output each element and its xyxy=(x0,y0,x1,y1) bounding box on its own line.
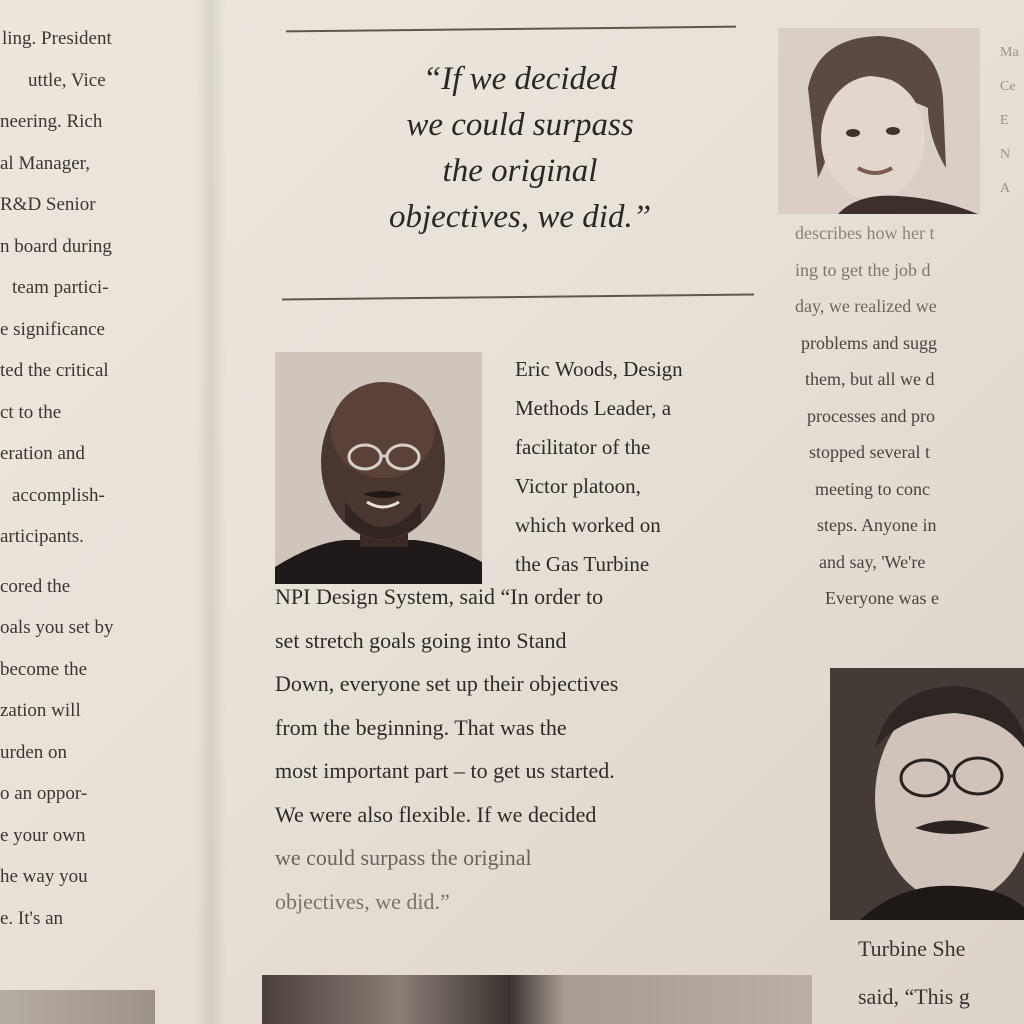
pull-quote-line: the original xyxy=(442,153,598,189)
left-column-line: ling. President xyxy=(2,28,112,49)
portrait-woman xyxy=(778,28,980,214)
pull-quote-line: objectives, we did.” xyxy=(388,199,652,235)
left-column-line: articipants. xyxy=(0,526,84,547)
body-line: most important part – to get us started. xyxy=(275,758,615,783)
pull-quote-line: we could surpass xyxy=(406,107,634,143)
portrait-eric-woods xyxy=(275,352,482,584)
right-column-line: steps. Anyone in xyxy=(817,515,937,535)
left-column-line: oals you set by xyxy=(0,617,114,638)
left-column-line: o an oppor- xyxy=(0,783,88,804)
body-quote-text xyxy=(275,575,815,923)
caption-eric-woods xyxy=(515,350,775,584)
right-column-line: Everyone was e xyxy=(825,588,939,608)
left-column-line: ct to the xyxy=(0,401,62,423)
right-bottom-line: said, “This g xyxy=(858,984,970,1009)
portrait-man-glasses xyxy=(830,668,1024,920)
left-column-line: ted the critical xyxy=(0,360,109,381)
right-column-line: problems and sugg xyxy=(801,332,937,353)
caption-line: facilitator of the xyxy=(515,435,651,459)
right-column-line: meeting to conc xyxy=(815,478,930,499)
far-right-line: Ce xyxy=(1000,79,1016,94)
right-column-text xyxy=(795,215,1024,617)
body-line: objectives, we did.” xyxy=(275,888,450,914)
body-line: set stretch goals going into Stand xyxy=(275,627,567,653)
body-line: we could surpass the original xyxy=(275,845,532,870)
bottom-photo-partial xyxy=(262,975,812,1024)
caption-line: Eric Woods, Design xyxy=(515,357,683,381)
left-column-line: e significance xyxy=(0,318,105,340)
left-column-line: e your own xyxy=(0,824,86,846)
left-column-line: become the xyxy=(0,658,88,680)
right-column-line: stopped several t xyxy=(809,442,930,462)
paragraph-gap xyxy=(0,558,190,566)
left-column-line: e. It's an xyxy=(0,907,64,929)
body-line: We were also flexible. If we decided xyxy=(275,801,597,827)
right-column-line: and say, 'We're xyxy=(819,551,926,572)
far-right-line: Ma xyxy=(1000,45,1019,60)
right-bottom-line: Turbine She xyxy=(858,936,966,961)
right-column-line: processes and pro xyxy=(807,405,935,426)
far-right-line: N xyxy=(1000,147,1011,162)
left-column-line: accomplish- xyxy=(12,484,105,506)
left-column-line: zation will xyxy=(0,700,81,721)
left-column-line: R&D Senior xyxy=(0,194,96,215)
pull-quote-line: “If we decided xyxy=(422,61,618,97)
caption-line: Victor platoon, xyxy=(515,474,641,498)
left-column-line: cored the xyxy=(0,575,71,597)
page-gutter xyxy=(196,0,226,1024)
caption-line: the Gas Turbine xyxy=(515,552,650,576)
left-column-line: eration and xyxy=(0,443,85,464)
body-line: from the beginning. That was the xyxy=(275,714,567,740)
right-bottom-caption xyxy=(858,925,1024,1021)
left-column-line: neering. Rich xyxy=(0,111,103,132)
far-right-line: A xyxy=(1000,181,1011,196)
caption-line: Methods Leader, a xyxy=(515,396,672,420)
left-column-line: he way you xyxy=(0,866,88,887)
right-column-line: them, but all we d xyxy=(805,369,935,389)
body-line: Down, everyone set up their objectives xyxy=(275,671,619,696)
left-column-line: urden on xyxy=(0,741,68,763)
caption-line: which worked on xyxy=(515,513,661,537)
far-right-line: E xyxy=(1000,113,1009,128)
body-line: NPI Design System, said “In order to xyxy=(275,584,604,609)
right-column-line: ing to get the job d xyxy=(795,259,931,280)
left-column-line: al Manager, xyxy=(0,152,90,174)
pull-quote xyxy=(300,56,740,240)
left-column-text xyxy=(0,18,190,939)
far-right-column-text xyxy=(1000,36,1024,216)
left-column-line: n board during xyxy=(0,235,112,257)
left-column-line: team partici- xyxy=(12,277,109,298)
right-column-line: day, we realized we xyxy=(795,296,937,316)
left-column-line: uttle, Vice xyxy=(28,69,106,91)
right-column-line: describes how her t xyxy=(795,223,935,243)
bottom-left-photo-partial xyxy=(0,990,155,1024)
